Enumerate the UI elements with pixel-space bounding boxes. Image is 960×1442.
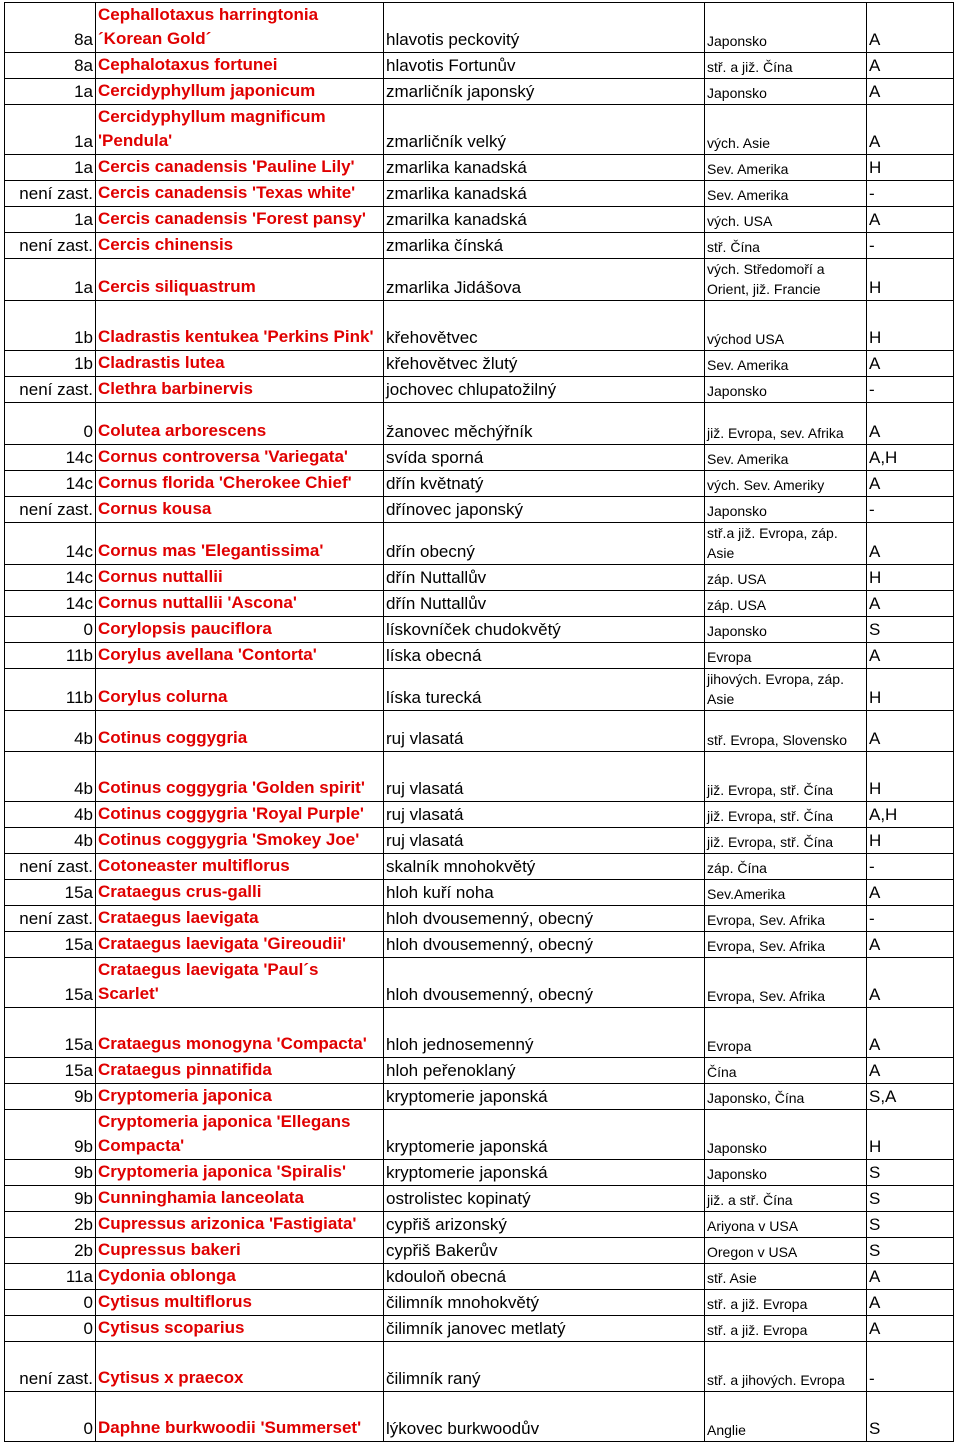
zone-cell: 14c (5, 471, 96, 497)
latin-name-cell: Cotinus coggygria 'Smokey Joe' (96, 828, 384, 854)
origin-cell: Oregon v USA (705, 1238, 867, 1264)
latin-name-cell: Cotinus coggygria 'Royal Purple' (96, 802, 384, 828)
zone-cell: 0 (5, 1392, 96, 1442)
latin-name-cell: Cryptomeria japonica (96, 1084, 384, 1110)
origin-cell: vých. Středomoří a Orient, již. Francie (705, 259, 867, 301)
czech-name-cell: ruj vlasatá (384, 711, 705, 752)
zone-cell: 15a (5, 958, 96, 1008)
latin-name-cell: Cytisus multiflorus (96, 1290, 384, 1316)
origin-cell: stř. a již. Evropa (705, 1316, 867, 1342)
table-row (5, 1186, 954, 1212)
table-row (5, 958, 954, 1008)
code-cell: S (867, 617, 954, 643)
origin-cell: Japonsko (705, 497, 867, 523)
origin-cell: již. Evropa, sev. Afrika (705, 403, 867, 445)
latin-name-cell: Crataegus crus-galli (96, 880, 384, 906)
latin-name-cell: Cercis canadensis 'Forest pansy' (96, 207, 384, 233)
table-row (5, 1264, 954, 1290)
origin-cell: Evropa, Sev. Afrika (705, 906, 867, 932)
zone-cell: 14c (5, 591, 96, 617)
latin-name-cell: Cydonia oblonga (96, 1264, 384, 1290)
zone-cell: 1a (5, 105, 96, 155)
origin-cell: Sev. Amerika (705, 181, 867, 207)
czech-name-cell: křehovětvec žlutý (384, 351, 705, 377)
code-cell: H (867, 1110, 954, 1160)
table-row (5, 565, 954, 591)
code-cell: A,H (867, 445, 954, 471)
latin-name-cell: Cornus controversa 'Variegata' (96, 445, 384, 471)
code-cell: - (867, 377, 954, 403)
zone-cell: 11b (5, 669, 96, 711)
origin-cell: Evropa (705, 643, 867, 669)
czech-name-cell: hloh kuří noha (384, 880, 705, 906)
table-row (5, 1084, 954, 1110)
czech-name-cell: kdouloň obecná (384, 1264, 705, 1290)
code-cell: A (867, 643, 954, 669)
zone-cell: 9b (5, 1110, 96, 1160)
table-row (5, 207, 954, 233)
czech-name-cell: lýkovec burkwoodův (384, 1392, 705, 1442)
table-row (5, 1160, 954, 1186)
zone-cell: 8a (5, 53, 96, 79)
code-cell: A (867, 105, 954, 155)
czech-name-cell: svída sporná (384, 445, 705, 471)
zone-cell: 11a (5, 1264, 96, 1290)
latin-name-cell: Cephallotaxus harringtonia ´Korean Gold´ (96, 3, 384, 53)
code-cell: A (867, 79, 954, 105)
table-row (5, 403, 954, 445)
zone-cell: 14c (5, 523, 96, 565)
zone-cell: 0 (5, 1290, 96, 1316)
code-cell: A (867, 880, 954, 906)
zone-cell: 0 (5, 1316, 96, 1342)
table-row (5, 105, 954, 155)
table-row (5, 906, 954, 932)
zone-cell: 8a (5, 3, 96, 53)
table-row (5, 752, 954, 802)
origin-cell: Anglie (705, 1392, 867, 1442)
code-cell: S (867, 1392, 954, 1442)
czech-name-cell: kryptomerie japonská (384, 1084, 705, 1110)
origin-cell: Evropa, Sev. Afrika (705, 932, 867, 958)
latin-name-cell: Corylopsis pauciflora (96, 617, 384, 643)
czech-name-cell: hloh jednosemenný (384, 1008, 705, 1058)
origin-cell: stř. a již. Evropa (705, 1290, 867, 1316)
latin-name-cell: Colutea arborescens (96, 403, 384, 445)
origin-cell: Sev. Amerika (705, 155, 867, 181)
latin-name-cell: Crataegus monogyna 'Compacta' (96, 1008, 384, 1058)
code-cell: A (867, 1316, 954, 1342)
czech-name-cell: ruj vlasatá (384, 828, 705, 854)
code-cell: - (867, 1342, 954, 1392)
code-cell: S (867, 1238, 954, 1264)
code-cell: A (867, 471, 954, 497)
origin-cell: Japonsko (705, 79, 867, 105)
zone-cell: 15a (5, 880, 96, 906)
czech-name-cell: dřínovec japonský (384, 497, 705, 523)
czech-name-cell: zmarlika kanadská (384, 155, 705, 181)
czech-name-cell: čilimník raný (384, 1342, 705, 1392)
code-cell: - (867, 181, 954, 207)
zone-cell: 14c (5, 445, 96, 471)
table-row (5, 445, 954, 471)
zone-cell: 4b (5, 802, 96, 828)
latin-name-cell: Cotinus coggygria (96, 711, 384, 752)
czech-name-cell: jochovec chlupatožilný (384, 377, 705, 403)
table-row (5, 301, 954, 351)
origin-cell: Japonsko, Čína (705, 1084, 867, 1110)
code-cell: A (867, 958, 954, 1008)
table-row (5, 932, 954, 958)
table-row (5, 259, 954, 301)
zone-cell: není zast. (5, 906, 96, 932)
latin-name-cell: Corylus colurna (96, 669, 384, 711)
latin-name-cell: Cornus nuttallii 'Ascona' (96, 591, 384, 617)
czech-name-cell: hloh dvousemenný, obecný (384, 906, 705, 932)
czech-name-cell: líska turecká (384, 669, 705, 711)
origin-cell: záp. USA (705, 565, 867, 591)
czech-name-cell: čilimník mnohokvětý (384, 1290, 705, 1316)
origin-cell: již. Evropa, stř. Čína (705, 802, 867, 828)
origin-cell: stř.a již. Evropa, záp. Asie (705, 523, 867, 565)
table-row (5, 1392, 954, 1442)
table-row (5, 1110, 954, 1160)
code-cell: H (867, 828, 954, 854)
zone-cell: 9b (5, 1186, 96, 1212)
zone-cell: není zast. (5, 181, 96, 207)
table-row (5, 802, 954, 828)
zone-cell: 0 (5, 403, 96, 445)
czech-name-cell: kryptomerie japonská (384, 1160, 705, 1186)
table-row (5, 643, 954, 669)
code-cell: S (867, 1212, 954, 1238)
table-row (5, 669, 954, 711)
origin-cell: stř. a jihových. Evropa (705, 1342, 867, 1392)
zone-cell: 14c (5, 565, 96, 591)
origin-cell: Japonsko (705, 1160, 867, 1186)
code-cell: A (867, 523, 954, 565)
czech-name-cell: zmarlika kanadská (384, 181, 705, 207)
table-row (5, 523, 954, 565)
czech-name-cell: hloh peřenoklaný (384, 1058, 705, 1084)
zone-cell: není zast. (5, 1342, 96, 1392)
latin-name-cell: Cladrastis lutea (96, 351, 384, 377)
origin-cell: Sev. Amerika (705, 351, 867, 377)
table-row (5, 471, 954, 497)
latin-name-cell: Cryptomeria japonica 'Spiralis' (96, 1160, 384, 1186)
czech-name-cell: ruj vlasatá (384, 752, 705, 802)
zone-cell: 1a (5, 155, 96, 181)
table-body (5, 3, 954, 1442)
czech-name-cell: zmarlika čínská (384, 233, 705, 259)
czech-name-cell: zmarlika Jidášova (384, 259, 705, 301)
code-cell: A (867, 207, 954, 233)
table-row (5, 53, 954, 79)
table-row (5, 79, 954, 105)
code-cell: A (867, 351, 954, 377)
czech-name-cell: hlavotis Fortunův (384, 53, 705, 79)
table-row (5, 828, 954, 854)
czech-name-cell: lískovníček chudokvětý (384, 617, 705, 643)
zone-cell: 9b (5, 1084, 96, 1110)
table-row (5, 880, 954, 906)
zone-cell: 1b (5, 351, 96, 377)
code-cell: A (867, 1290, 954, 1316)
table-row (5, 854, 954, 880)
latin-name-cell: Crataegus laevigata 'Paul´s Scarlet' (96, 958, 384, 1008)
code-cell: H (867, 752, 954, 802)
zone-cell: 0 (5, 617, 96, 643)
code-cell: H (867, 669, 954, 711)
origin-cell: Evropa (705, 1008, 867, 1058)
zone-cell: 1a (5, 207, 96, 233)
zone-cell: není zast. (5, 497, 96, 523)
latin-name-cell: Cornus nuttallii (96, 565, 384, 591)
czech-name-cell: cypřiš Bakerův (384, 1238, 705, 1264)
origin-cell: stř. Čína (705, 233, 867, 259)
latin-name-cell: Corylus avellana 'Contorta' (96, 643, 384, 669)
czech-name-cell: zmarilka kanadská (384, 207, 705, 233)
latin-name-cell: Crataegus laevigata (96, 906, 384, 932)
zone-cell: 15a (5, 1008, 96, 1058)
latin-name-cell: Cunninghamia lanceolata (96, 1186, 384, 1212)
zone-cell: není zast. (5, 377, 96, 403)
zone-cell: 1a (5, 79, 96, 105)
origin-cell: jihových. Evropa, záp. Asie (705, 669, 867, 711)
origin-cell: vých. Sev. Ameriky (705, 471, 867, 497)
latin-name-cell: Cornus florida 'Cherokee Chief' (96, 471, 384, 497)
origin-cell: Japonsko (705, 1110, 867, 1160)
table-row (5, 1212, 954, 1238)
code-cell: A (867, 53, 954, 79)
code-cell: - (867, 906, 954, 932)
table-row (5, 591, 954, 617)
czech-name-cell: hloh dvousemenný, obecný (384, 958, 705, 1008)
zone-cell: 4b (5, 752, 96, 802)
table-row (5, 1238, 954, 1264)
code-cell: S,A (867, 1084, 954, 1110)
code-cell: - (867, 233, 954, 259)
zone-cell: 2b (5, 1238, 96, 1264)
czech-name-cell: dřín květnatý (384, 471, 705, 497)
latin-name-cell: Cladrastis kentukea 'Perkins Pink' (96, 301, 384, 351)
zone-cell: není zast. (5, 854, 96, 880)
latin-name-cell: Cercidyphyllum japonicum (96, 79, 384, 105)
zone-cell: není zast. (5, 233, 96, 259)
table-row (5, 181, 954, 207)
table-row (5, 1008, 954, 1058)
latin-name-cell: Cercis chinensis (96, 233, 384, 259)
code-cell: A (867, 403, 954, 445)
latin-name-cell: Cornus kousa (96, 497, 384, 523)
zone-cell: 15a (5, 932, 96, 958)
code-cell: A (867, 711, 954, 752)
czech-name-cell: ruj vlasatá (384, 802, 705, 828)
latin-name-cell: Cytisus x praecox (96, 1342, 384, 1392)
zone-cell: 4b (5, 711, 96, 752)
czech-name-cell: ostrolistec kopinatý (384, 1186, 705, 1212)
code-cell: A (867, 591, 954, 617)
latin-name-cell: Clethra barbinervis (96, 377, 384, 403)
origin-cell: stř. Evropa, Slovensko (705, 711, 867, 752)
zone-cell: 1a (5, 259, 96, 301)
table-row (5, 3, 954, 53)
code-cell: A (867, 1058, 954, 1084)
table-row (5, 1316, 954, 1342)
origin-cell: Sev.Amerika (705, 880, 867, 906)
latin-name-cell: Cupressus arizonica 'Fastigiata' (96, 1212, 384, 1238)
table-row (5, 497, 954, 523)
code-cell: A (867, 932, 954, 958)
code-cell: H (867, 259, 954, 301)
code-cell: - (867, 854, 954, 880)
origin-cell: Japonsko (705, 377, 867, 403)
code-cell: S (867, 1160, 954, 1186)
latin-name-cell: Cornus mas 'Elegantissima' (96, 523, 384, 565)
czech-name-cell: dřín obecný (384, 523, 705, 565)
latin-name-cell: Cotinus coggygria 'Golden spirit' (96, 752, 384, 802)
plant-table (4, 2, 954, 1442)
zone-cell: 11b (5, 643, 96, 669)
code-cell: H (867, 565, 954, 591)
czech-name-cell: kryptomerie japonská (384, 1110, 705, 1160)
origin-cell: Sev. Amerika (705, 445, 867, 471)
latin-name-cell: Cupressus bakeri (96, 1238, 384, 1264)
latin-name-cell: Crataegus pinnatifida (96, 1058, 384, 1084)
origin-cell: stř. Asie (705, 1264, 867, 1290)
code-cell: H (867, 155, 954, 181)
latin-name-cell: Cytisus scoparius (96, 1316, 384, 1342)
czech-name-cell: líska obecná (384, 643, 705, 669)
czech-name-cell: dřín Nuttallův (384, 591, 705, 617)
origin-cell: již. Evropa, stř. Čína (705, 752, 867, 802)
code-cell: S (867, 1186, 954, 1212)
latin-name-cell: Cercidyphyllum magnificum 'Pendula' (96, 105, 384, 155)
table-row (5, 617, 954, 643)
table-row (5, 155, 954, 181)
latin-name-cell: Cercis siliquastrum (96, 259, 384, 301)
origin-cell: východ USA (705, 301, 867, 351)
czech-name-cell: žanovec měchýřník (384, 403, 705, 445)
latin-name-cell: Crataegus laevigata 'Gireoudii' (96, 932, 384, 958)
zone-cell: 1b (5, 301, 96, 351)
table-row (5, 351, 954, 377)
latin-name-cell: Cercis canadensis 'Pauline Lily' (96, 155, 384, 181)
origin-cell: Čína (705, 1058, 867, 1084)
table-row (5, 1290, 954, 1316)
origin-cell: Evropa, Sev. Afrika (705, 958, 867, 1008)
zone-cell: 15a (5, 1058, 96, 1084)
zone-cell: 4b (5, 828, 96, 854)
czech-name-cell: hlavotis peckovitý (384, 3, 705, 53)
czech-name-cell: čilimník janovec metlatý (384, 1316, 705, 1342)
origin-cell: Ariyona v USA (705, 1212, 867, 1238)
table-row (5, 1058, 954, 1084)
code-cell: A (867, 1264, 954, 1290)
origin-cell: vých. Asie (705, 105, 867, 155)
origin-cell: již. a stř. Čína (705, 1186, 867, 1212)
origin-cell: stř. a již. Čína (705, 53, 867, 79)
origin-cell: Japonsko (705, 617, 867, 643)
code-cell: - (867, 497, 954, 523)
origin-cell: záp. Čína (705, 854, 867, 880)
table-row (5, 233, 954, 259)
table-row (5, 1342, 954, 1392)
code-cell: A (867, 1008, 954, 1058)
czech-name-cell: zmarličník japonský (384, 79, 705, 105)
czech-name-cell: cypřiš arizonský (384, 1212, 705, 1238)
table-row (5, 711, 954, 752)
czech-name-cell: křehovětvec (384, 301, 705, 351)
code-cell: A (867, 3, 954, 53)
latin-name-cell: Cercis canadensis 'Texas white' (96, 181, 384, 207)
zone-cell: 9b (5, 1160, 96, 1186)
origin-cell: vých. USA (705, 207, 867, 233)
latin-name-cell: Daphne burkwoodii 'Summerset' (96, 1392, 384, 1442)
origin-cell: záp. USA (705, 591, 867, 617)
table-row (5, 377, 954, 403)
czech-name-cell: hloh dvousemenný, obecný (384, 932, 705, 958)
code-cell: H (867, 301, 954, 351)
latin-name-cell: Cotoneaster multiflorus (96, 854, 384, 880)
origin-cell: Japonsko (705, 3, 867, 53)
czech-name-cell: dřín Nuttallův (384, 565, 705, 591)
zone-cell: 2b (5, 1212, 96, 1238)
czech-name-cell: zmarličník velký (384, 105, 705, 155)
code-cell: A,H (867, 802, 954, 828)
czech-name-cell: skalník mnohokvětý (384, 854, 705, 880)
latin-name-cell: Cryptomeria japonica 'Ellegans Compacta' (96, 1110, 384, 1160)
latin-name-cell: Cephalotaxus fortunei (96, 53, 384, 79)
origin-cell: již. Evropa, stř. Čína (705, 828, 867, 854)
